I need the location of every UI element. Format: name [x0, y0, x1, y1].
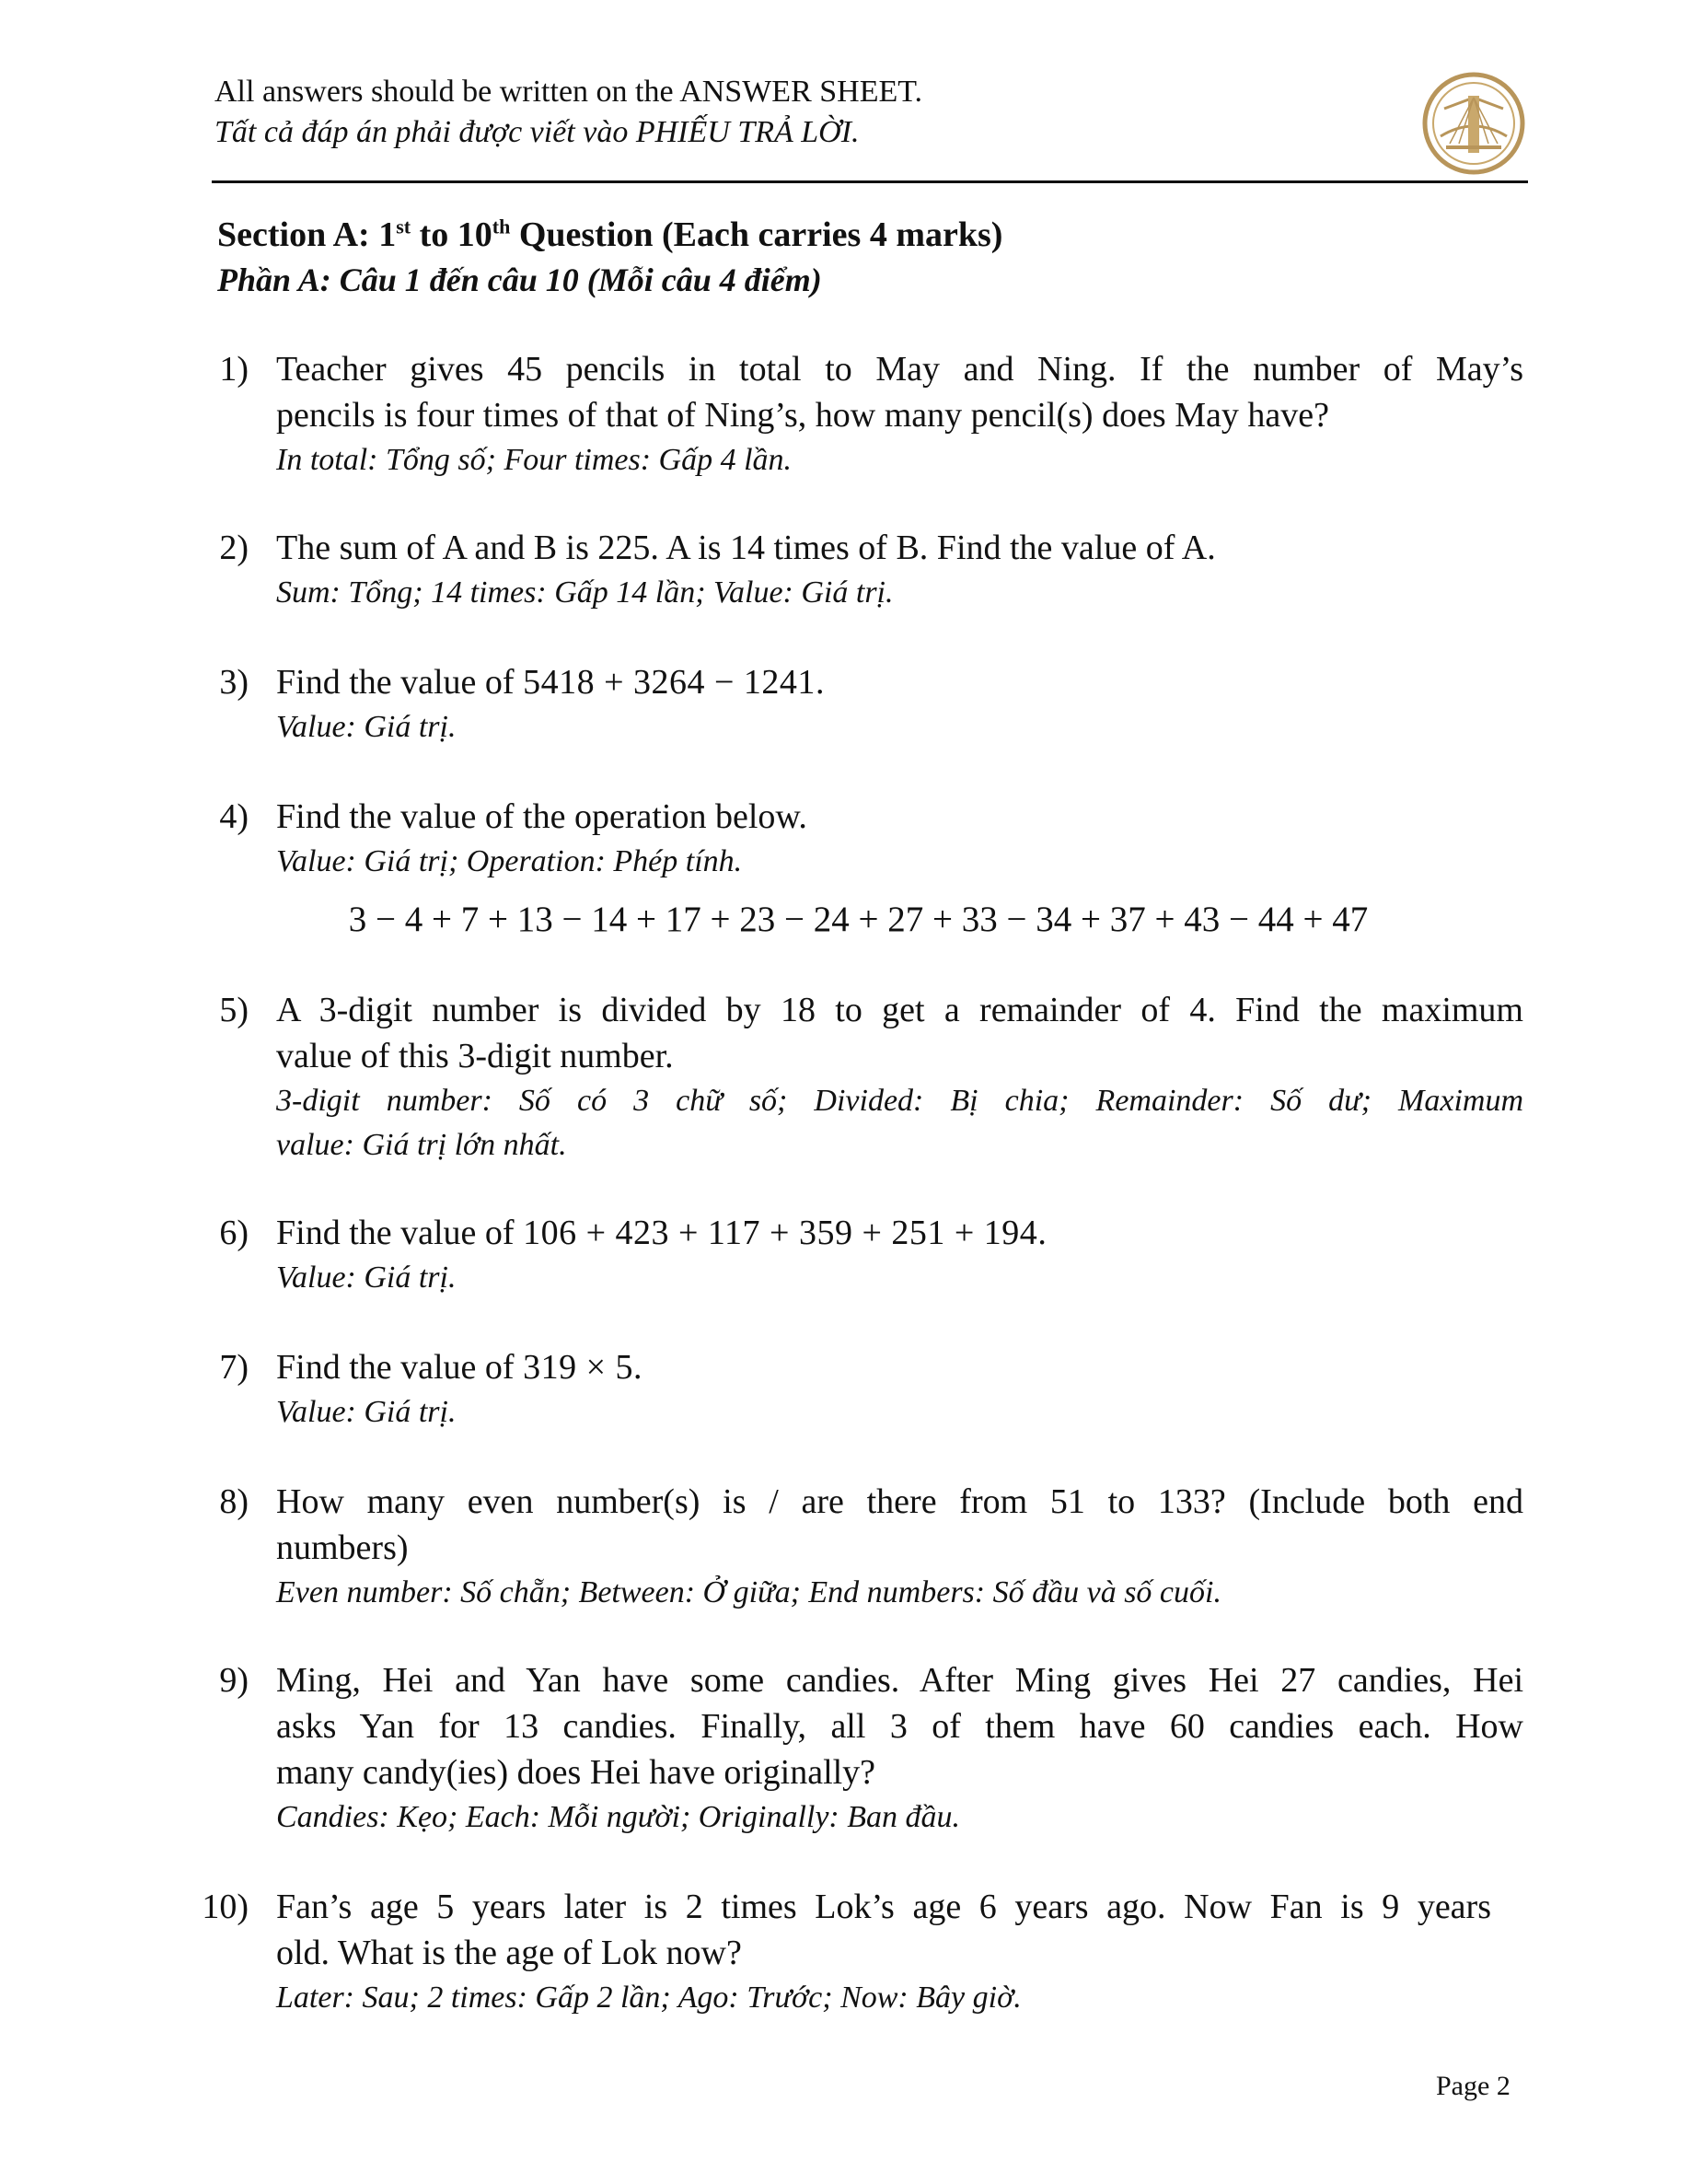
question-text-line: A 3-digit number is divided by 18 to get a remainder of 4. Find the maximum	[276, 991, 1523, 1029]
question-text-line: How many even number(s) is / are there from 51 to 133? (Include both end	[276, 1482, 1523, 1521]
header-divider	[212, 180, 1528, 183]
math-expression: 106 + 423 + 117 + 359 + 251 + 194	[523, 1214, 1038, 1252]
question-text-line: old. What is the age of Lok now?	[276, 1934, 742, 1972]
question-gloss: 3-digit number: Số có 3 chữ số; Divided: Bị chia; Remainder: Số dư; Maximum	[276, 1084, 1523, 1118]
question-gloss: Value: Giá trị.	[276, 1395, 457, 1429]
math-expression: 319 × 5	[523, 1348, 633, 1387]
question-gloss: value: Giá trị lớn nhất.	[276, 1128, 567, 1162]
question-text-line: many candy(ies) does Hei have originally?	[276, 1753, 876, 1792]
question-number: 10)	[202, 1888, 249, 1926]
question-gloss: Even number: Số chẵn; Between: Ở giữa; End numbers: Số đầu và số cuối.	[276, 1575, 1221, 1609]
question-text-line: Teacher gives 45 pencils in total to May and Ning. If the number of May’s	[276, 350, 1523, 389]
question-number: 8)	[219, 1482, 249, 1521]
organization-logo	[1422, 72, 1525, 175]
question-text-line: Fan’s age 5 years later is 2 times Lok’s age 6 years ago. Now Fan is 9 years	[276, 1888, 1491, 1926]
question-text-line: pencils is four times of that of Ning’s, how many pencil(s) does May have?	[276, 396, 1329, 435]
question-gloss: Value: Giá trị; Operation: Phép tính.	[276, 844, 743, 878]
question-number: 9)	[219, 1661, 249, 1700]
question-gloss: In total: Tổng số; Four times: Gấp 4 lần.	[276, 443, 793, 477]
question-gloss: Sum: Tổng; 14 times: Gấp 14 lần; Value: Giá trị.	[276, 575, 894, 610]
section-title-en: Section A: 1st to 10th Question (Each carries 4 marks)	[217, 215, 1003, 254]
section-heading	[217, 212, 1002, 302]
question-number: 2)	[219, 529, 249, 567]
question-text-line: numbers)	[276, 1528, 409, 1567]
question-text-line: Find the value of 5418 + 3264 − 1241.	[276, 663, 825, 702]
page-header	[214, 72, 922, 153]
question-gloss: Later: Sau; 2 times: Gấp 2 lần; Ago: Trước; Now: Bây giờ.	[276, 1981, 1022, 2015]
question-number: 3)	[219, 663, 249, 702]
question-text-line: Find the value of 106 + 423 + 117 + 359 + 251 + 194.	[276, 1214, 1047, 1252]
question-number: 6)	[219, 1214, 249, 1252]
page-number: Page 2	[1436, 2071, 1511, 2101]
question-text-line: Find the value of the operation below.	[276, 797, 807, 836]
question-text-line: Ming, Hei and Yan have some candies. After Ming gives Hei 27 candies, Hei	[276, 1661, 1523, 1700]
question-number: 5)	[219, 991, 249, 1029]
question-gloss: Value: Giá trị.	[276, 1260, 457, 1295]
question-number: 1)	[219, 350, 249, 389]
header-instruction-en: All answers should be written on the ANSWER SHEET.	[214, 75, 923, 109]
question-number: 7)	[219, 1348, 249, 1387]
question-gloss: Candies: Kẹo; Each: Mỗi người; Originally: Ban đầu.	[276, 1800, 961, 1834]
math-expression: 5418 + 3264 − 1241	[523, 663, 816, 702]
question-text-line: Find the value of 319 × 5.	[276, 1348, 642, 1387]
section-title-vi: Phần A: Câu 1 đến câu 10 (Mỗi câu 4 điểm)	[217, 261, 822, 298]
question-number: 4)	[219, 797, 249, 836]
header-instruction-vi: Tất cả đáp án phải được viết vào PHIẾU TRẢ LỜI.	[214, 115, 860, 149]
question-text-line: The sum of A and B is 225. A is 14 times of B. Find the value of A.	[276, 529, 1216, 567]
math-expression: 3 − 4 + 7 + 13 − 14 + 17 + 23 − 24 + 27 + 33 − 34 + 37 + 43 − 44 + 47	[348, 900, 1369, 939]
question-text-line: value of this 3-digit number.	[276, 1037, 674, 1075]
question-gloss: Value: Giá trị.	[276, 710, 457, 744]
question-text-line: asks Yan for 13 candies. Finally, all 3 of them have 60 candies each. How	[276, 1707, 1523, 1746]
